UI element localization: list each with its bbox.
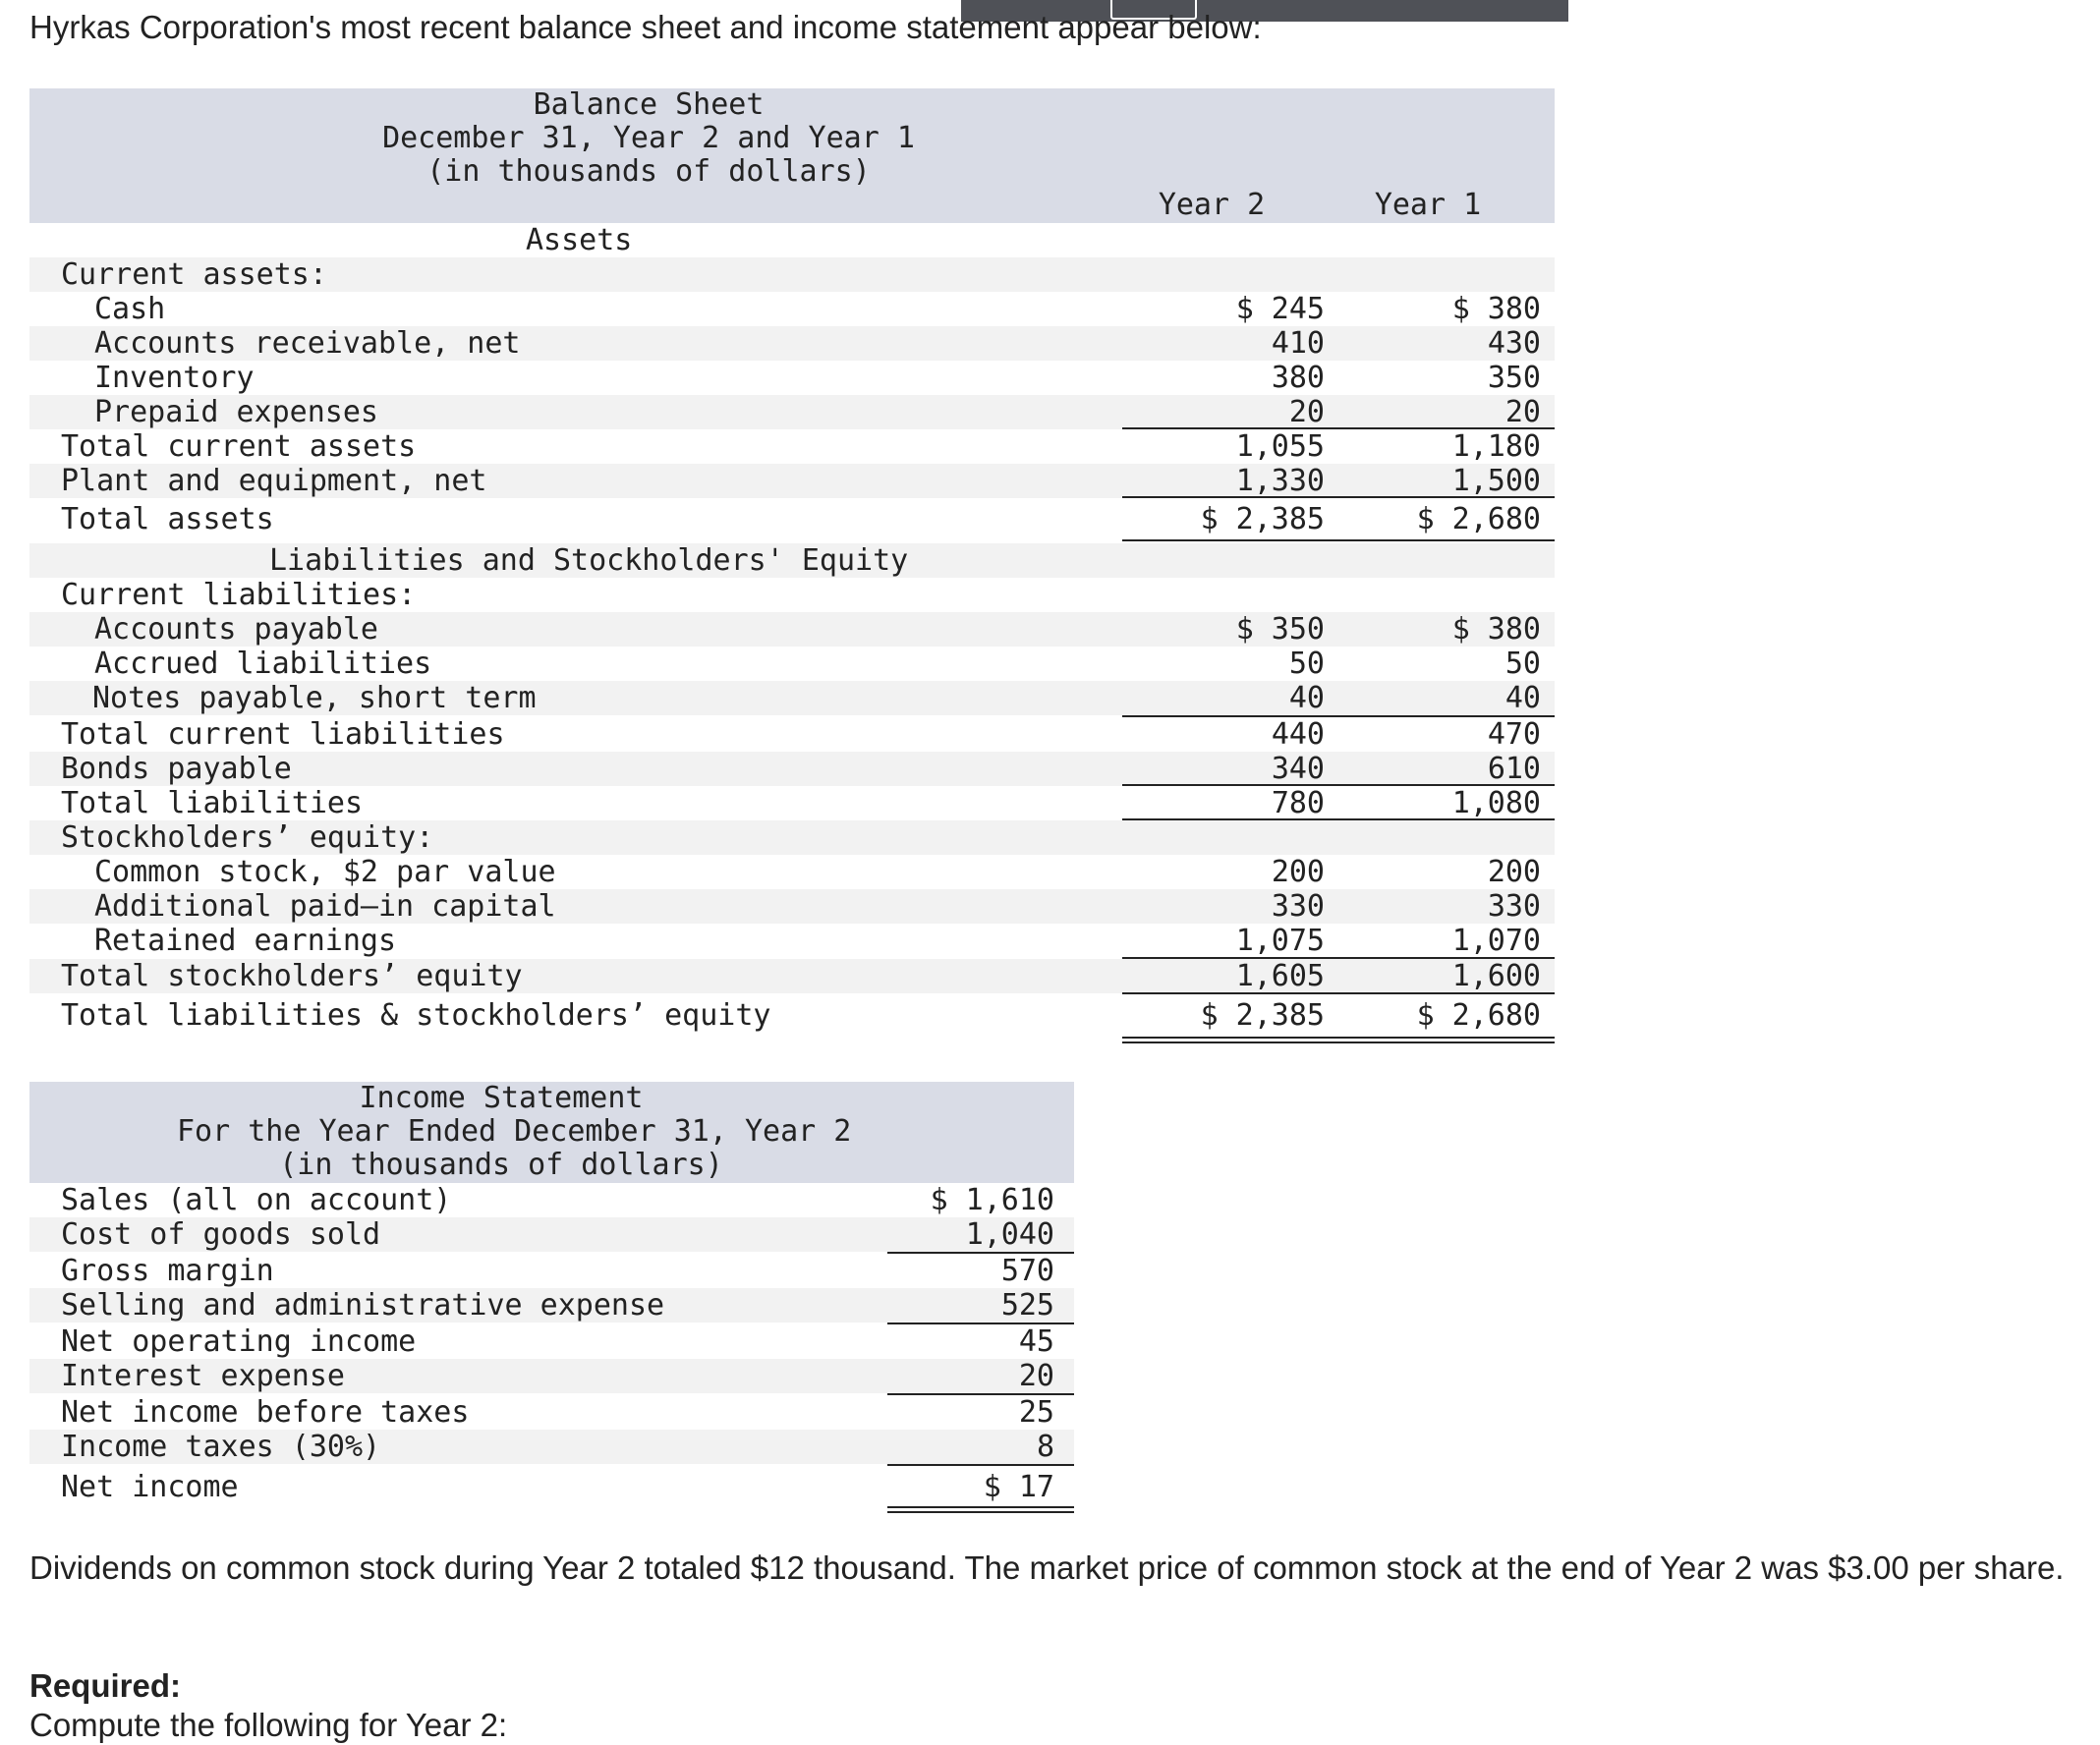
liabilities-heading-row — [29, 543, 1555, 578]
row-label: Total current liabilities — [61, 717, 505, 752]
row-value: 570 — [1000, 1254, 1054, 1288]
row-label: Common stock, $2 par value — [94, 855, 556, 889]
table-row — [29, 924, 1555, 958]
value-year1: 200 — [1487, 855, 1541, 889]
balance-sheet-header — [29, 88, 1555, 223]
table-row — [29, 1217, 1074, 1252]
table-row — [29, 361, 1555, 395]
value-year2: 1,605 — [1235, 959, 1325, 993]
row-label: Inventory — [94, 361, 255, 395]
value-year2: 40 — [1288, 681, 1325, 715]
table-row — [29, 717, 1555, 752]
table-row — [29, 429, 1555, 464]
table-row — [29, 395, 1555, 429]
row-label: Current liabilities: — [61, 578, 417, 612]
row-label: Net income — [61, 1470, 239, 1504]
row-label: Total assets — [61, 502, 274, 536]
table-row — [29, 1359, 1074, 1393]
table-row — [29, 257, 1555, 292]
table-row — [29, 786, 1555, 820]
value-year2: 330 — [1271, 889, 1325, 924]
value-year2: 440 — [1271, 717, 1325, 752]
value-year1: 470 — [1487, 717, 1541, 752]
row-label: Interest expense — [61, 1359, 345, 1393]
value-year1: 430 — [1487, 326, 1541, 361]
row-label: Cost of goods sold — [61, 1217, 381, 1252]
table-row — [29, 855, 1555, 889]
table-row — [29, 681, 1555, 715]
table-row — [29, 1470, 1074, 1504]
value-year2: 340 — [1271, 752, 1325, 786]
value-year1: 1,180 — [1451, 429, 1541, 464]
value-year1: 20 — [1504, 395, 1541, 429]
table-row — [29, 820, 1555, 855]
table-row — [29, 752, 1555, 786]
row-label: Stockholders’ equity: — [61, 820, 434, 855]
row-value: 8 — [1036, 1430, 1054, 1464]
value-year2: $ 2,385 — [1200, 998, 1325, 1033]
balance-sheet-subtitle: December 31, Year 2 and Year 1 — [382, 121, 915, 155]
value-year2: 1,075 — [1235, 924, 1325, 958]
table-row — [29, 578, 1555, 612]
row-label: Net income before taxes — [61, 1395, 470, 1430]
balance-sheet-title: Balance Sheet — [533, 87, 765, 122]
row-label: Accounts payable — [94, 612, 378, 647]
compute-instruction: Compute the following for Year 2: — [29, 1707, 508, 1743]
value-year1: 330 — [1487, 889, 1541, 924]
income-statement-units: (in thousands of dollars) — [279, 1148, 723, 1182]
total-double-rule — [1122, 1037, 1555, 1043]
balance-sheet-units: (in thousands of dollars) — [426, 154, 871, 189]
table-row — [29, 1395, 1074, 1430]
value-year1: 1,500 — [1451, 464, 1541, 498]
row-label: Plant and equipment, net — [61, 464, 487, 498]
row-label: Total liabilities — [61, 786, 364, 820]
value-year1: 1,070 — [1451, 924, 1541, 958]
row-value: $ 17 — [983, 1470, 1054, 1504]
value-year2: 380 — [1271, 361, 1325, 395]
value-year1: 610 — [1487, 752, 1541, 786]
total-double-rule — [887, 1506, 1074, 1513]
row-label: Accrued liabilities — [94, 647, 432, 681]
value-year1: $ 380 — [1451, 292, 1541, 326]
table-row — [29, 292, 1555, 326]
table-row — [29, 464, 1555, 498]
row-value: 20 — [1018, 1359, 1054, 1393]
required-label: Required: — [29, 1667, 182, 1704]
row-value: 1,040 — [965, 1217, 1054, 1252]
dividends-note: Dividends on common stock during Year 2 totaled $12 thousand. The market price of common stock at the end of Year 2 was $3.00 per share. — [29, 1549, 2065, 1586]
value-year2: $ 350 — [1235, 612, 1325, 647]
row-label: Additional paid–in capital — [94, 889, 556, 924]
row-label: Total liabilities & stockholders’ equity — [61, 998, 771, 1033]
value-year1: 1,600 — [1451, 959, 1541, 993]
subtotal-rule — [1122, 496, 1555, 498]
table-row — [29, 889, 1555, 924]
value-year2: 410 — [1271, 326, 1325, 361]
row-label: Notes payable, short term — [92, 681, 537, 715]
table-row — [29, 1288, 1074, 1323]
value-year2: $ 245 — [1235, 292, 1325, 326]
table-row — [29, 959, 1555, 993]
row-label: Total current assets — [61, 429, 417, 464]
column-header-year1: Year 1 — [1374, 188, 1482, 222]
value-year2: 20 — [1288, 395, 1325, 429]
row-label: Gross margin — [61, 1254, 274, 1288]
row-label: Accounts receivable, net — [94, 326, 521, 361]
income-statement-title: Income Statement — [359, 1081, 644, 1115]
value-year1: $ 380 — [1451, 612, 1541, 647]
row-label: Prepaid expenses — [94, 395, 378, 429]
row-value: 25 — [1018, 1395, 1054, 1430]
row-label: Income taxes (30%) — [61, 1430, 381, 1464]
row-value: 525 — [1000, 1288, 1054, 1323]
row-label: Bonds payable — [61, 752, 292, 786]
assets-heading: Assets — [526, 223, 633, 257]
table-row — [29, 1430, 1074, 1464]
value-year1: 50 — [1504, 647, 1541, 681]
subtotal-rule — [1122, 992, 1555, 994]
row-label: Sales (all on account) — [61, 1183, 452, 1217]
table-row — [29, 326, 1555, 361]
row-label: Total stockholders’ equity — [61, 959, 523, 993]
row-label: Cash — [94, 292, 166, 326]
liabilities-heading: Liabilities and Stockholders' Equity — [269, 543, 909, 578]
value-year2: 780 — [1271, 786, 1325, 820]
subtotal-rule — [887, 1464, 1074, 1466]
value-year1: 350 — [1487, 361, 1541, 395]
value-year2: 1,055 — [1235, 429, 1325, 464]
row-label: Current assets: — [61, 257, 327, 292]
income-statement-header — [29, 1082, 1074, 1183]
value-year1: 1,080 — [1451, 786, 1541, 820]
intro-text: Hyrkas Corporation's most recent balance sheet and income statement appear below: — [29, 9, 1262, 45]
row-value: 45 — [1018, 1324, 1054, 1359]
row-label: Net operating income — [61, 1324, 417, 1359]
value-year1: 40 — [1504, 681, 1541, 715]
value-year1: $ 2,680 — [1416, 998, 1541, 1033]
income-statement-subtitle: For the Year Ended December 31, Year 2 — [177, 1114, 852, 1149]
table-row — [29, 502, 1555, 536]
row-value: $ 1,610 — [930, 1183, 1054, 1217]
table-row — [29, 1324, 1074, 1359]
value-year2: 1,330 — [1235, 464, 1325, 498]
table-row — [29, 612, 1555, 647]
value-year1: $ 2,680 — [1416, 502, 1541, 536]
row-label: Retained earnings — [94, 924, 397, 958]
value-year2: 200 — [1271, 855, 1325, 889]
table-row — [29, 1254, 1074, 1288]
table-row — [29, 1183, 1074, 1217]
row-label: Selling and administrative expense — [61, 1288, 665, 1323]
table-row — [29, 998, 1555, 1033]
value-year2: $ 2,385 — [1200, 502, 1325, 536]
column-header-year2: Year 2 — [1158, 188, 1266, 222]
value-year2: 50 — [1288, 647, 1325, 681]
table-row — [29, 647, 1555, 681]
